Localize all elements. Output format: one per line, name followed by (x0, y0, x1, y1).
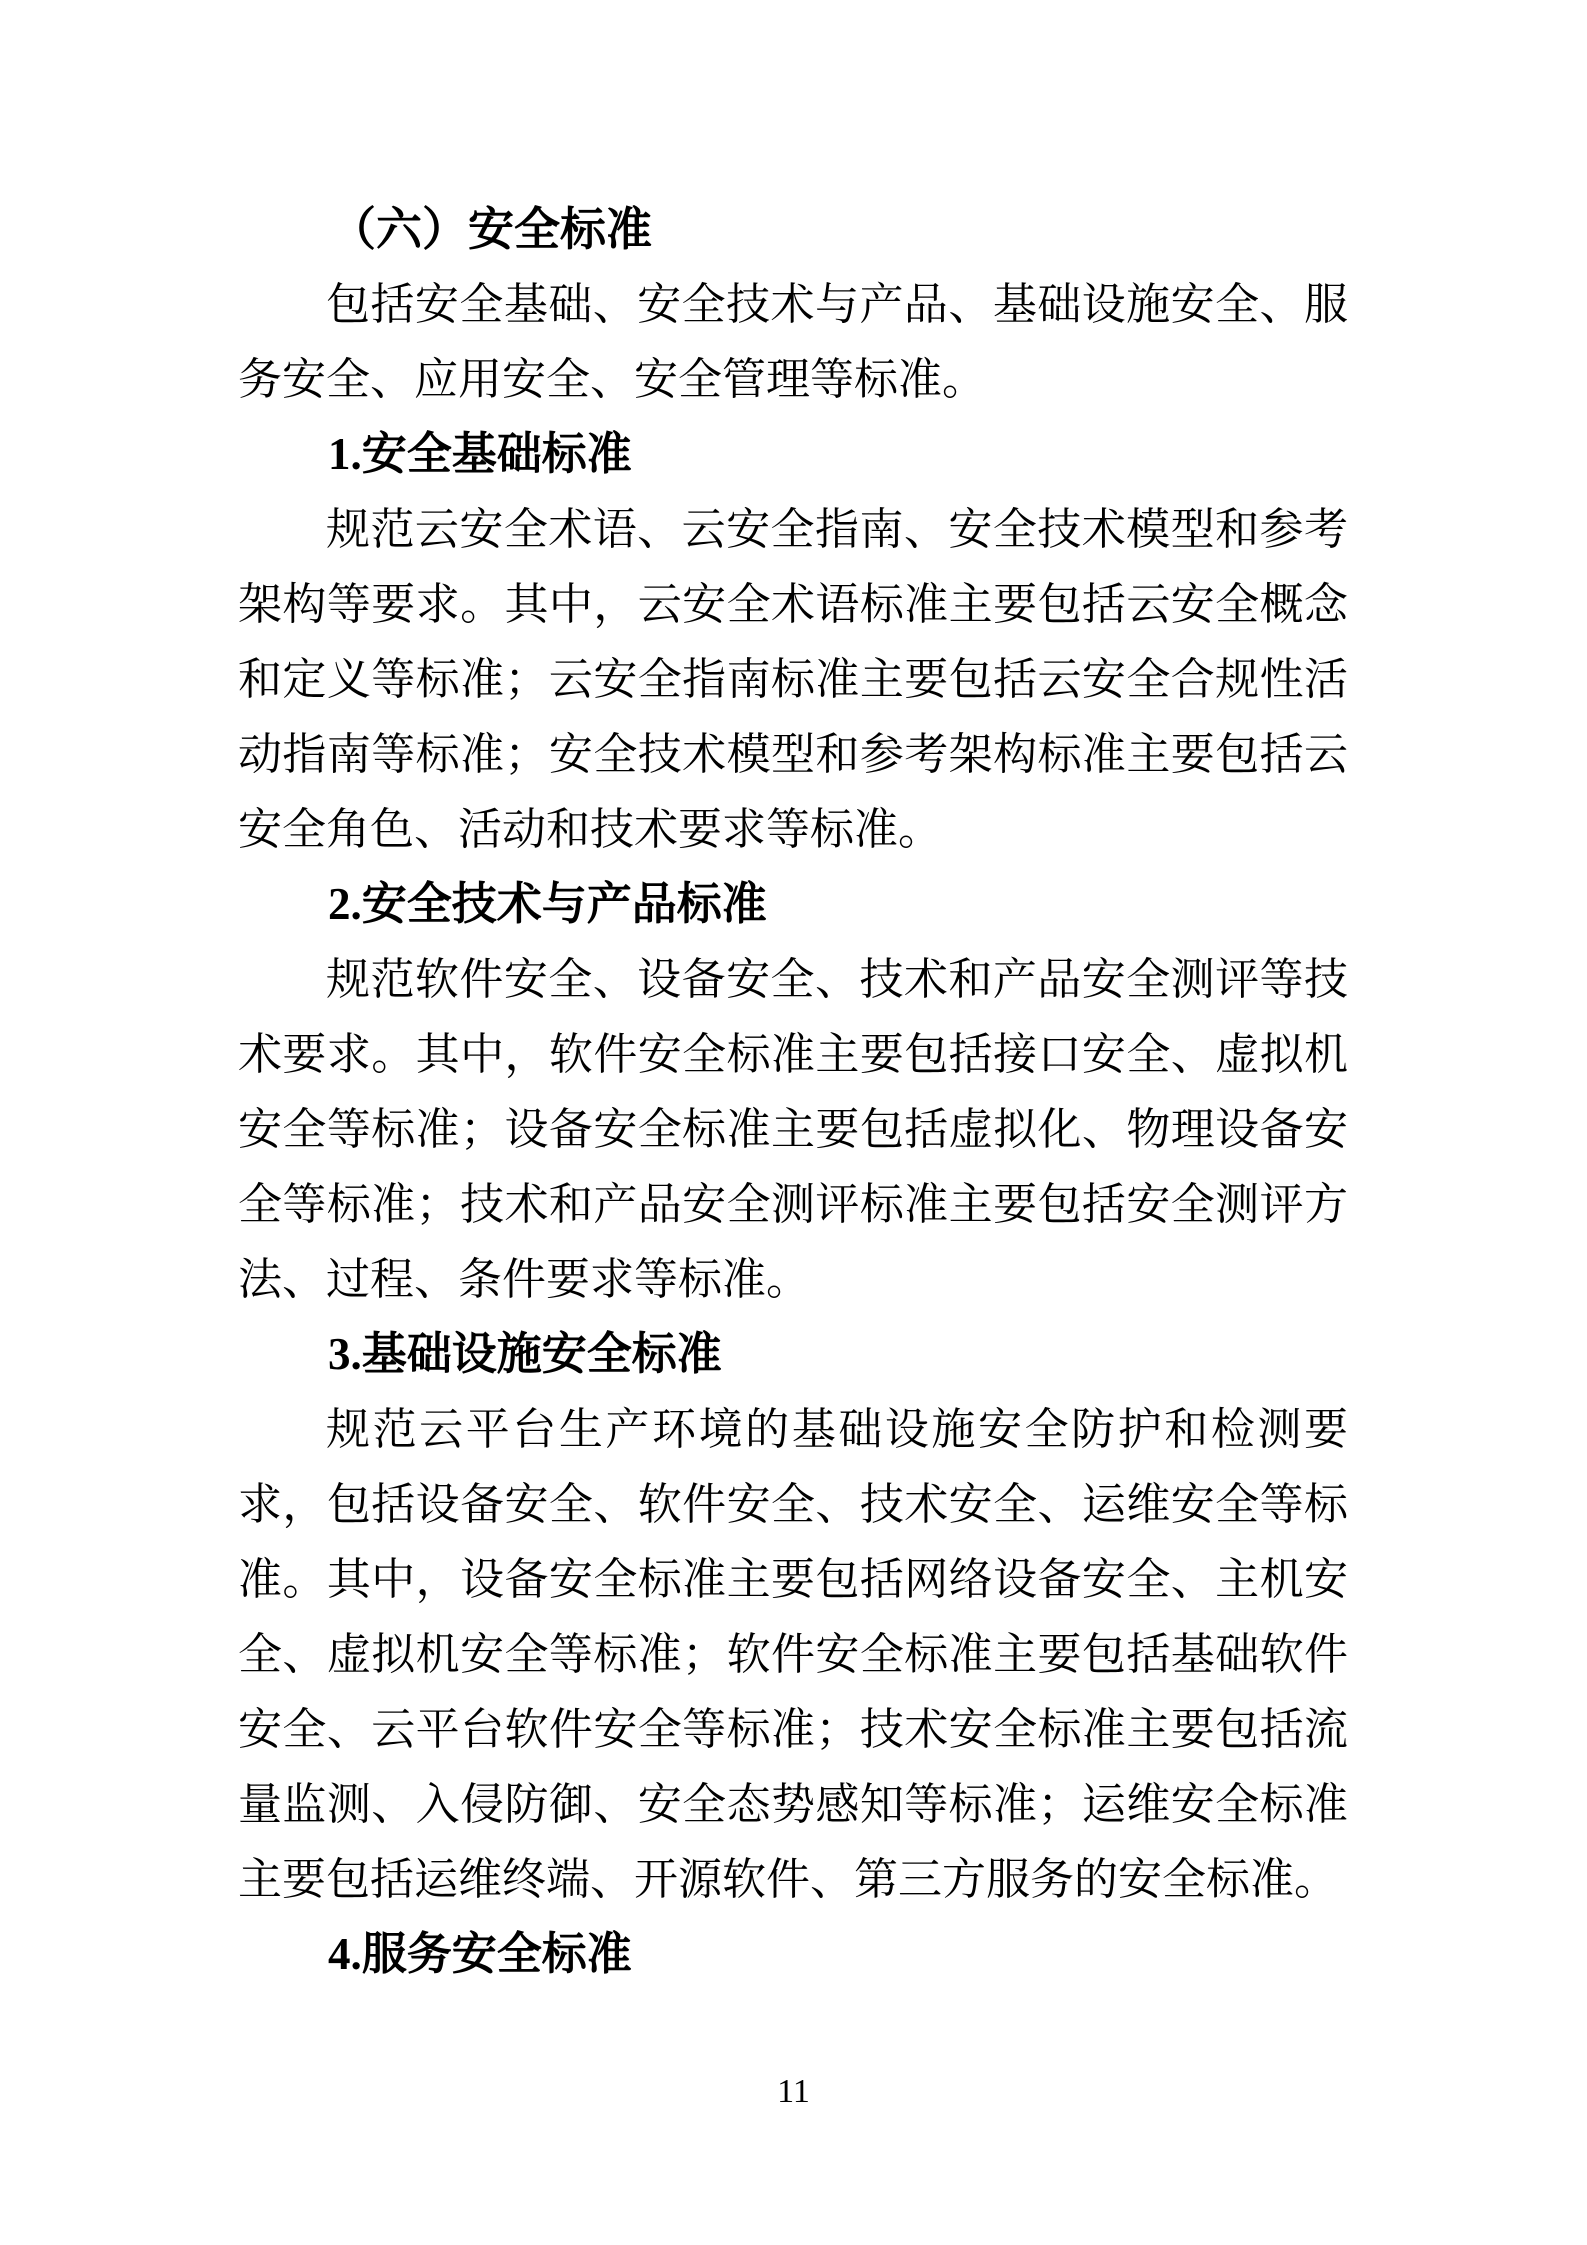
subheading-4-service-security: 4.服务安全标准 (328, 1929, 632, 1979)
section-heading-6: （六）安全标准 (330, 204, 652, 255)
paragraph-infrastructure-security: 规范云平台生产环境的基础设施安全防护和检测要求，包括设备安全、软件安全、技术安全、运维安全等标准。其中，设备安全标准主要包括网络设备安全、主机安全、虚拟机安全等标准；软件安全标准主要包括基础软件安全、云平台软件安全等标准；技术安全标准主要包括流量监测、入侵防御、安全态势感知等标准；运维安全标准主要包括运维终端、开源软件、第三方服务的安全标准。 (238, 1405, 1348, 1904)
subheading-3-infrastructure-security: 3.基础设施安全标准 (328, 1329, 722, 1379)
paragraph-security-tech-products: 规范软件安全、设备安全、技术和产品安全测评等技术要求。其中，软件安全标准主要包括接口安全、虚拟机安全等标准；设备安全标准主要包括虚拟化、物理设备安全等标准；技术和产品安全测评标准主要包括安全测评方法、过程、条件要求等标准。 (238, 955, 1348, 1304)
page-number: 11 (777, 2073, 810, 2110)
paragraph-security-basics: 规范云安全术语、云安全指南、安全技术模型和参考架构等要求。其中，云安全术语标准主要包括云安全概念和定义等标准；云安全指南标准主要包括云安全合规性活动指南等标准；安全技术模型和参考架构标准主要包括云安全角色、活动和技术要求等标准。 (238, 505, 1348, 854)
section-intro-paragraph: 包括安全基础、安全技术与产品、基础设施安全、服务安全、应用安全、安全管理等标准。 (238, 280, 1348, 404)
document-body (238, 192, 1348, 1992)
subheading-2-security-tech-products: 2.安全技术与产品标准 (328, 879, 767, 929)
subheading-1-security-basics: 1.安全基础标准 (328, 429, 632, 479)
